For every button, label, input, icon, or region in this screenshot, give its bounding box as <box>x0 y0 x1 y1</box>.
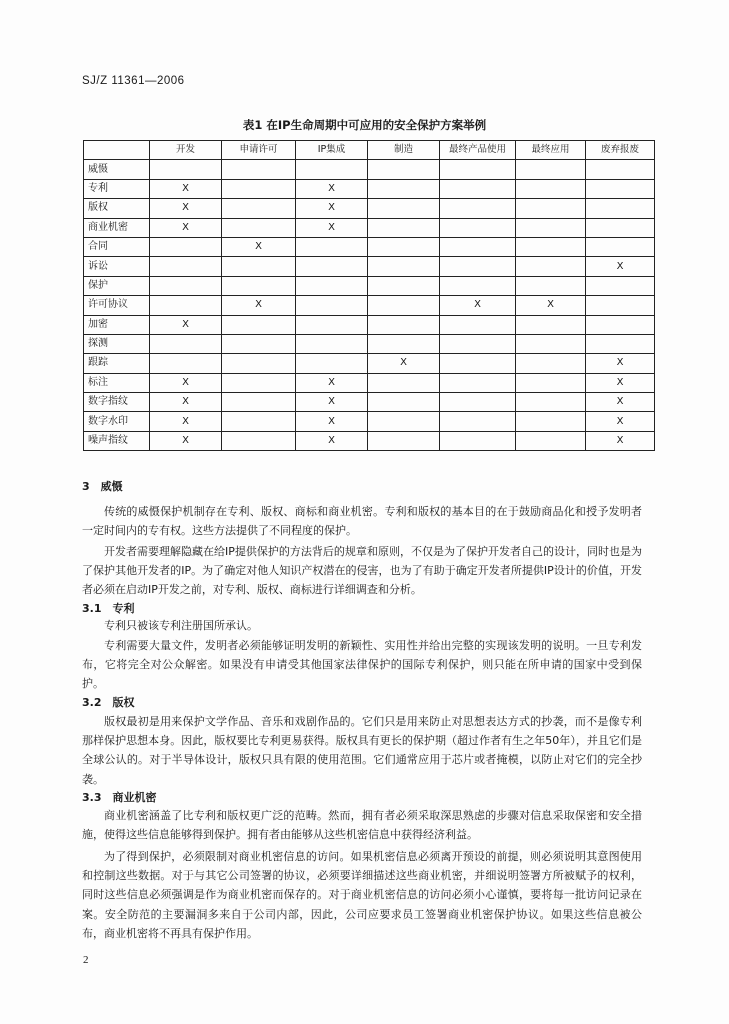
table-cell <box>296 334 368 353</box>
table-cell <box>516 373 586 392</box>
table-cell <box>516 199 586 218</box>
table-cell <box>150 237 222 256</box>
table-cell: X <box>296 412 368 431</box>
table-cell <box>222 257 296 276</box>
table-cell: X <box>368 354 440 373</box>
table-cell <box>368 393 440 412</box>
table-row <box>84 431 655 450</box>
table-cell: X <box>150 393 222 412</box>
paragraph: 商业机密涵盖了比专利和版权更广泛的范畴。然而，拥有者必须采取深思熟虑的步骤对信息采取保密和安全措施，使得这些信息能够得到保护。拥有者由能够从这些机密信息中获得经济利益。 <box>82 809 642 842</box>
table-cell <box>368 373 440 392</box>
table-cell <box>222 412 296 431</box>
section-heading: 3.2 版权 <box>82 696 135 709</box>
paragraph: 传统的威慑保护机制存在专利、版权、商标和商业机密。专利和版权的基本目的在于鼓励商品化和授予发明者一定时间内的专有权。这些方法提供了不同程度的保护。 <box>82 505 642 538</box>
table-cell <box>222 160 296 179</box>
table-cell <box>222 199 296 218</box>
table-cell <box>586 296 655 315</box>
table-cell <box>586 199 655 218</box>
row-label: 专利 <box>84 179 150 198</box>
row-label: 威慑 <box>84 160 150 179</box>
column-header: 开发 <box>150 141 222 160</box>
table-cell: X <box>150 315 222 334</box>
table-cell <box>368 257 440 276</box>
table-row <box>84 373 655 392</box>
page-number: 2 <box>83 954 89 966</box>
column-header: IP集成 <box>296 141 368 160</box>
section-heading: 3 威慑 <box>82 480 123 493</box>
table-cell <box>296 296 368 315</box>
row-label: 保护 <box>84 276 150 295</box>
table-cell <box>440 257 516 276</box>
table-cell <box>296 276 368 295</box>
table-cell <box>368 160 440 179</box>
paragraph: 专利需要大量文件，发明者必须能够证明发明的新颖性、实用性并给出完整的实现该发明的说明。一旦专利发布，它将完全对公众解密。如果没有申请受其他国家法律保护的国际专利保护，则只能在所申请的国家中受到保护。 <box>82 639 642 691</box>
table-cell <box>296 237 368 256</box>
table-row <box>84 218 655 237</box>
table-cell <box>516 393 586 412</box>
table-cell <box>440 334 516 353</box>
standard-number: SJ/Z 11361—2006 <box>82 75 185 87</box>
table-row <box>84 315 655 334</box>
row-label: 数字水印 <box>84 412 150 431</box>
table-cell <box>150 334 222 353</box>
table-cell <box>586 179 655 198</box>
table-cell <box>296 257 368 276</box>
table-cell <box>516 237 586 256</box>
table-cell <box>222 373 296 392</box>
table-cell <box>440 315 516 334</box>
column-header: 申请许可 <box>222 141 296 160</box>
table-cell <box>586 315 655 334</box>
column-header <box>84 141 150 160</box>
table-cell: X <box>150 431 222 450</box>
table-cell <box>368 334 440 353</box>
table-cell: X <box>296 199 368 218</box>
table-row <box>84 412 655 431</box>
table-body <box>84 160 655 451</box>
table-cell: X <box>296 431 368 450</box>
section-heading: 3.1 专利 <box>82 602 135 615</box>
table-cell <box>440 160 516 179</box>
table-cell <box>296 160 368 179</box>
table-cell: X <box>296 373 368 392</box>
table-cell: X <box>586 373 655 392</box>
table-cell: X <box>222 237 296 256</box>
table-cell: X <box>586 393 655 412</box>
table-cell <box>516 218 586 237</box>
table-cell <box>586 334 655 353</box>
row-label: 诉讼 <box>84 257 150 276</box>
table-row <box>84 296 655 315</box>
table-cell <box>368 276 440 295</box>
table-row <box>84 354 655 373</box>
table-cell <box>440 431 516 450</box>
table-cell <box>516 276 586 295</box>
table-cell <box>222 393 296 412</box>
table-row <box>84 276 655 295</box>
table-row <box>84 257 655 276</box>
table-cell: X <box>440 296 516 315</box>
table-cell <box>368 315 440 334</box>
table-cell <box>222 334 296 353</box>
table-cell: X <box>150 412 222 431</box>
table-cell <box>440 218 516 237</box>
table-cell <box>516 412 586 431</box>
paragraph: 开发者需要理解隐藏在给IP提供保护的方法背后的规章和原则，不仅是为了保护开发者自己的设计，同时也是为了保护其他开发者的IP。为了确定对他人知识产权潜在的侵害，也为了有助于确定开发者所提供IP设计的价值，开发者必须在启动IP开发之前，对专利、版权、商标进行详细调查和分析。 <box>82 545 642 597</box>
table-cell: X <box>150 218 222 237</box>
paragraph: 专利只被该专利注册国所承认。 <box>104 619 258 632</box>
table-header-row <box>84 141 655 160</box>
table-cell <box>516 257 586 276</box>
table-cell <box>586 218 655 237</box>
table-cell <box>516 354 586 373</box>
table-title: 表1 在IP生命周期中可应用的安全保护方案举例 <box>242 118 487 132</box>
table-cell <box>440 199 516 218</box>
row-label: 加密 <box>84 315 150 334</box>
ip-protection-table <box>83 140 655 451</box>
table-cell <box>150 296 222 315</box>
table-row <box>84 393 655 412</box>
table-cell <box>150 257 222 276</box>
table-cell <box>440 237 516 256</box>
table-cell <box>516 431 586 450</box>
table-cell <box>440 276 516 295</box>
table-cell <box>368 412 440 431</box>
table-row <box>84 237 655 256</box>
table-cell: X <box>586 431 655 450</box>
table-cell <box>222 354 296 373</box>
row-label: 合同 <box>84 237 150 256</box>
table-cell <box>222 431 296 450</box>
table-cell <box>368 431 440 450</box>
row-label: 版权 <box>84 199 150 218</box>
table-cell: X <box>296 218 368 237</box>
table-row <box>84 199 655 218</box>
row-label: 商业机密 <box>84 218 150 237</box>
row-label: 许可协议 <box>84 296 150 315</box>
table-cell: X <box>222 296 296 315</box>
table-cell <box>586 276 655 295</box>
row-label: 跟踪 <box>84 354 150 373</box>
row-label: 噪声指纹 <box>84 431 150 450</box>
table-row <box>84 334 655 353</box>
paragraph: 为了得到保护，必须限制对商业机密信息的访问。如果机密信息必须离开预设的前提，则必须说明其意图使用和控制这些数据。对于与其它公司签署的协议，必须要详细描述这些商业机密，并细说明签署方所被赋予的权利，同时这些信息必须强调是作为商业机密而保存的。对于商业机密信息的访问必须小心谨慎，要将每一批访问记录在案。安全防范的主要漏洞多来自于公司内部，因此，公司应要求员工签署商业机密保护协议。如果这些信息被公布，商业机密将不再具有保护作用。 <box>82 850 642 940</box>
table-cell <box>368 179 440 198</box>
table-row <box>84 179 655 198</box>
paragraph: 版权最初是用来保护文学作品、音乐和戏剧作品的。它们只是用来防止对思想表达方式的抄袭，而不是像专利那样保护思想本身。因此，版权要比专利更易获得。版权具有更长的保护期（超过作者有生之年50年），并且它们是全球公认的。对于半导体设计，版权只具有限的使用范围。它们通常应用于芯片或者掩模，以防止对它们的完全抄袭。 <box>82 715 642 786</box>
table-cell <box>222 218 296 237</box>
column-header: 最终产品使用 <box>440 141 516 160</box>
table-cell <box>150 354 222 373</box>
table-row <box>84 160 655 179</box>
table-cell: X <box>296 393 368 412</box>
table-cell <box>368 199 440 218</box>
table-cell <box>368 237 440 256</box>
table-cell: X <box>150 179 222 198</box>
table-cell: X <box>150 373 222 392</box>
table-cell <box>516 179 586 198</box>
column-header: 废弃报废 <box>586 141 655 160</box>
table-cell: X <box>150 199 222 218</box>
table-cell <box>296 315 368 334</box>
table-cell <box>222 276 296 295</box>
column-header: 制造 <box>368 141 440 160</box>
section-heading: 3.3 商业机密 <box>82 791 157 804</box>
table-cell <box>586 237 655 256</box>
table-cell <box>222 179 296 198</box>
table-cell <box>296 354 368 373</box>
table-cell <box>516 160 586 179</box>
table-cell <box>440 393 516 412</box>
table-cell <box>440 412 516 431</box>
table-cell: X <box>586 412 655 431</box>
table-cell: X <box>516 296 586 315</box>
table-cell <box>222 315 296 334</box>
table-cell <box>368 296 440 315</box>
table-cell <box>440 354 516 373</box>
table-cell: X <box>586 257 655 276</box>
table-cell <box>440 179 516 198</box>
table-cell: X <box>296 179 368 198</box>
table-cell <box>368 218 440 237</box>
row-label: 探测 <box>84 334 150 353</box>
table-cell <box>516 334 586 353</box>
row-label: 标注 <box>84 373 150 392</box>
table-cell <box>440 373 516 392</box>
table-cell <box>586 160 655 179</box>
table-cell: X <box>586 354 655 373</box>
table-cell <box>516 315 586 334</box>
column-header: 最终应用 <box>516 141 586 160</box>
row-label: 数字指纹 <box>84 393 150 412</box>
table-cell <box>150 276 222 295</box>
table-cell <box>150 160 222 179</box>
